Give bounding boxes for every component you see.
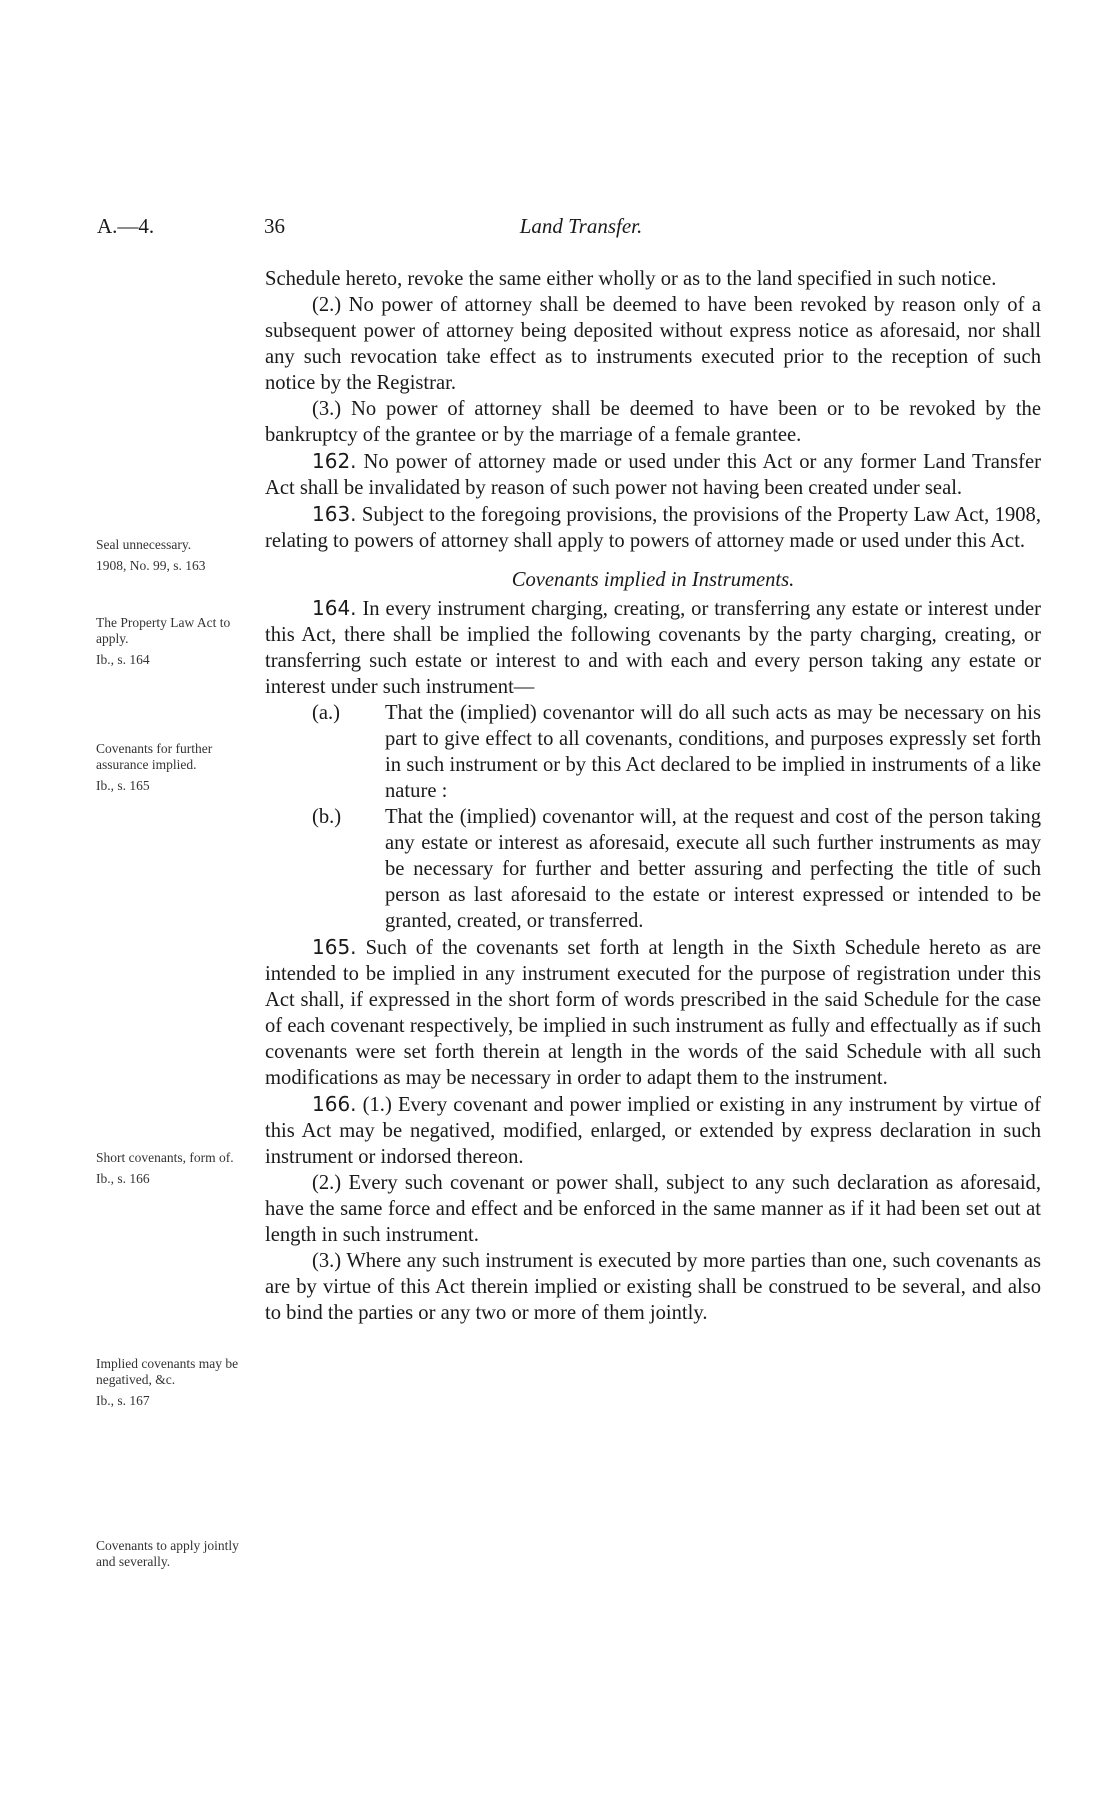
margin-note-short-covenants: Short covenants, form of. Ib., s. 166 — [96, 1150, 234, 1186]
section-165 — [265, 934, 1041, 1091]
clause-label: (b.) — [312, 806, 342, 828]
margin-note-further-assurance: Covenants for further assurance implied. Ib., s. 165 — [96, 741, 213, 793]
paragraph-continued: Schedule hereto, revoke the same either wholly or as to the land specified in such notice. — [265, 268, 997, 290]
section-text: Subject to the foregoing provisions, the provisions of the Property Law Act, 1908, relating to powers of attorney shall apply to powers of attorney made or used under this Act. — [265, 504, 1041, 552]
section-162 — [265, 448, 1041, 501]
section-number: 164. — [312, 596, 357, 620]
clause-text: That the (implied) covenantor will do all such acts as may be necessary on his part to give effect to all covenants, conditions, and purposes expressly set forth in such instrument or by this Act declared to be implied in instruments of a like nature : — [385, 702, 1041, 802]
margin-note-seal: Seal unnecessary. 1908, No. 99, s. 163 — [96, 537, 206, 573]
clause-label: (a.) — [312, 702, 341, 724]
section-166-subsection-2: (2.) Every such covenant or power shall, subject to any such declaration as aforesaid, have the same force and effect and be enforced in the same manner as if it had been set out at length in such instrument. — [265, 1172, 1041, 1246]
section-164 — [265, 595, 1041, 700]
section-number: 165. — [312, 935, 357, 959]
page-number: 36 — [264, 214, 285, 238]
section-163 — [265, 501, 1041, 554]
page-title: Land Transfer. — [519, 214, 643, 238]
subsection-3: (3.) No power of attorney shall be deemed to have been or to be revoked by the bankruptcy of the grantee or by the marriage of a female grantee. — [265, 398, 1041, 446]
margin-note-jointly-severally: Covenants to apply jointly and severally. — [96, 1538, 239, 1569]
main-text — [265, 266, 1041, 1326]
clause-text: That the (implied) covenantor will, at the request and cost of the person taking any estate or interest as aforesaid, execute all such further instruments as may be necessary for further and better assuring and perfecting the title of such person as last aforesaid to the estate or interest expressed or intended to be granted, created, or transferred. — [385, 806, 1041, 932]
section-166-subsection-3: (3.) Where any such instrument is executed by more parties than one, such covenants as are by virtue of this Act therein implied or existing shall be construed to be several, and also to bind the parties or any two or more of them jointly. — [265, 1250, 1041, 1324]
subsection-2: (2.) No power of attorney shall be deemed to have been revoked by reason only of a subsequent power of attorney being deposited without express notice as aforesaid, nor shall any such revocation take effect as to instruments executed prior to the reception of such notice by the Registrar. — [265, 294, 1041, 394]
section-text: Such of the covenants set forth at length in the Sixth Schedule hereto as are intended to be implied in any instrument executed for the purpose of registration under this Act shall, if expressed in the short form of words prescribed in the said Schedule for the case of each covenant respectively, be implied in such instrument as fully and effectually as if such covenants were set forth therein at length in the words of the said Schedule with all such modifications as may be necessary in order to adapt them to the instrument. — [265, 937, 1041, 1089]
section-text: In every instrument charging, creating, or transferring any estate or interest under this Act, there shall be implied the following covenants by the party charging, creating, or transferring such estate or interest to and with each and every person taking any estate or interest under such instrument— — [265, 598, 1041, 698]
section-166 — [265, 1091, 1041, 1170]
section-number: 162. — [312, 449, 357, 473]
margin-note-property-law: The Property Law Act to apply. Ib., s. 164 — [96, 615, 231, 667]
clause-b — [265, 804, 1041, 934]
section-heading: Covenants implied in Instruments. — [511, 569, 795, 591]
clause-a — [265, 700, 1041, 804]
section-number: 163. — [312, 502, 357, 526]
section-text: No power of attorney made or used under this Act or any former Land Transfer Act shall be invalidated by reason of such power not having been created under seal. — [265, 451, 1041, 499]
margin-note-implied-negatived: Implied covenants may be negatived, &c. Ib., s. 167 — [96, 1356, 239, 1408]
section-text: (1.) Every covenant and power implied or existing in any instrument by virtue of this Act may be negatived, modified, enlarged, or extended by express declaration in such instrument or indorsed thereon. — [265, 1094, 1041, 1168]
document-reference: A.—4. — [97, 214, 155, 238]
section-number: 166. — [312, 1092, 357, 1116]
